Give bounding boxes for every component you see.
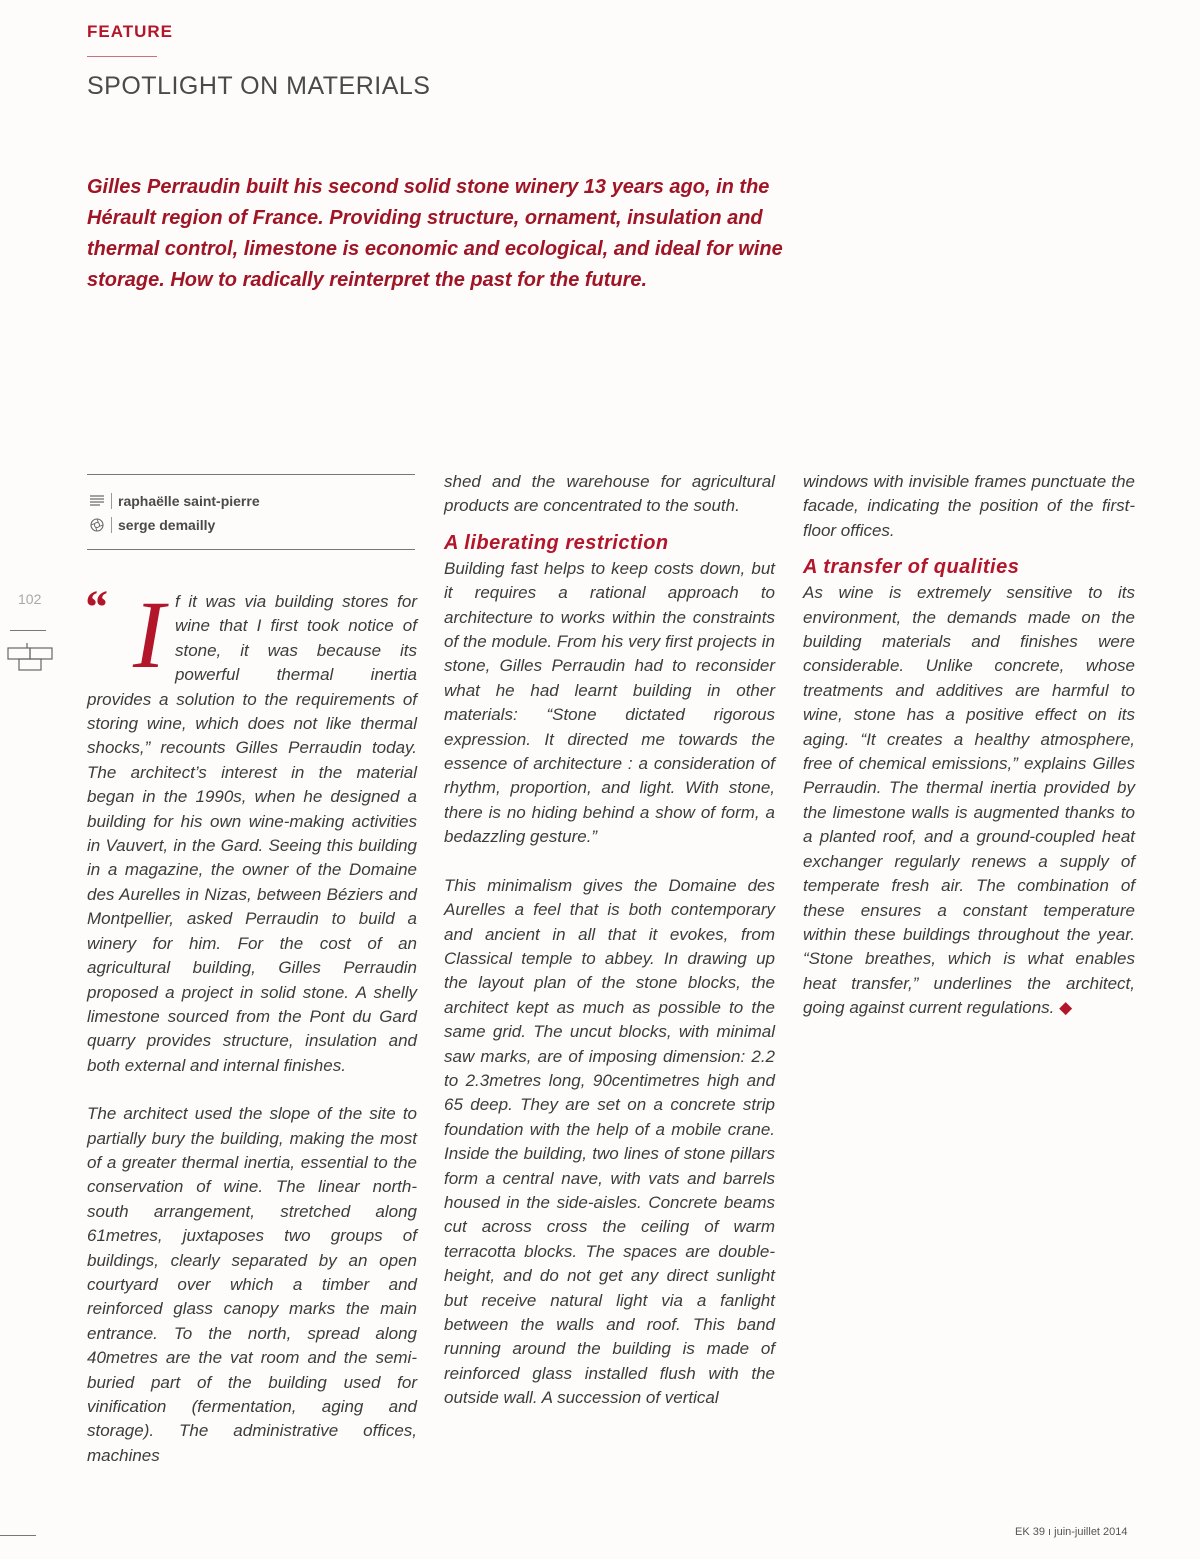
camera-aperture-icon <box>87 517 112 533</box>
credit-writer <box>87 489 415 513</box>
section-kicker: FEATURE <box>87 22 174 41</box>
paragraph: f it was via building stores for wine that I first took notice of stone, it was because its powerful thermal inertia provides a solution to the requirements of storing wine, which does not like thermal shocks,” recounts Gilles Perraudin today. The architect’s interest in the material began in the 1990s, when he designed a building for his own wine-making activities in Vauvert, in the Gard. Seeing this building in a magazine, the owner of the Domaine des Aurelles in Nizas, between Béziers and Montpellier, asked Perraudin to build a winery for him. For the cost of an agricultural building, Gilles Perraudin proposed a project in solid stone. A shelly limestone sourced from the Pont du Gard quarry provides structure, insulation and both external and internal finishes. <box>87 592 417 1075</box>
text-lines-icon <box>87 493 112 509</box>
writer-name: raphaëlle saint-pierre <box>118 493 260 509</box>
credits-block <box>87 474 415 550</box>
article-column-1 <box>83 581 417 1468</box>
end-mark-icon: ◆ <box>1059 998 1073 1018</box>
paragraph: windows with invisible frames punctuate the facade, indicating the position of the first-floor offices. <box>803 472 1135 540</box>
article-column-2 <box>444 470 775 1411</box>
kicker-divider <box>87 56 157 57</box>
stacked-blocks-logo-icon <box>7 643 55 684</box>
issue-footer: EK 39 ı juin-juillet 2014 <box>1015 1526 1128 1538</box>
page-title: SPOTLIGHT ON MATERIALS <box>87 72 431 100</box>
dropcap: I <box>133 581 165 688</box>
photographer-name: serge demailly <box>118 517 216 533</box>
subheading: A liberating restriction <box>444 531 669 554</box>
paragraph-text: As wine is extremely sensitive to its environment, the demands made on the building materials and finishes were considerable. Unlike concrete, whose treatments and additives are harmful to wine, stone has a positive effect on its aging. “It creates a healthy atmosphere, free of chemical emissions,” explains Gilles Perraudin. The thermal inertia provided by the limestone walls is augmented thanks to a planted roof, and a ground-coupled heat exchanger regularly renews a supply of temperate fresh air. The combination of these ensures a constant temperature within these buildings throughout the year. “Stone breathes, which is what enables heat transfer,” underlines the architect, going against current regulations. <box>803 583 1135 1018</box>
paragraph: This minimalism gives the Domaine des Aurelles a feel that is both contemporary and ancient in all that it evokes, from Classical temple to abbey. In drawing up the layout plan of the stone blocks, the architect kept as much as possible to the same grid. The uncut blocks, with minimal saw marks, are of imposing dimension: 2.2 to 2.3metres long, 90centimetres high and 65 deep. They are set on a concrete strip foundation with the help of a mobile crane. Inside the building, two lines of stone pillars form a central nave, with vats and barrels housed in the side-aisles. Concrete beams cut across cross the ceiling of warm terracotta blocks. The spaces are double-height, and do not get any direct sunlight but receive natural light via a fanlight between the walls and roof. This band running around the building is made of reinforced glass installed flush with the outside wall. A succession of vertical <box>444 875 775 1408</box>
footer-rule <box>0 1535 36 1536</box>
opening-quote-mark: “ <box>83 581 107 634</box>
page-number: 102 <box>18 591 42 607</box>
page-number-rule <box>10 630 46 631</box>
standfirst: Gilles Perraudin built his second solid stone winery 13 years ago, in the Hérault region of France. Providing structure, ornament, insulation and thermal control, limestone is economic and ecological, and ideal for wine storage. How to radically reinterpret the past for the future. <box>87 176 783 291</box>
opening-paragraph <box>83 581 417 1078</box>
credit-photographer <box>87 513 415 537</box>
paragraph: shed and the warehouse for agricultural products are concentrated to the south. <box>444 472 775 516</box>
article-column-3 <box>803 470 1135 1021</box>
paragraph <box>803 581 1135 1020</box>
subheading: A transfer of qualities <box>803 556 1020 579</box>
paragraph: The architect used the slope of the site to partially bury the building, making the most of a greater thermal inertia, essential to the conservation of wine. The linear north-south arrangement, stretched along 61metres, juxtaposes two groups of buildings, clearly separated by an open courtyard over which a timber and reinforced glass canopy marks the main entrance. To the north, spread along 40metres are the vat room and the semi-buried part of the building used for vinification (fermentation, aging and storage). The administrative offices, machines <box>87 1104 417 1465</box>
paragraph: Building fast helps to keep costs down, but it requires a rational approach to architecture to works within the constraints of the module. From his very first projects in stone, Gilles Perraudin had to reconsider what he had learnt building in other materials: “Stone dictated rigorous expression. It directed me towards the essence of architecture : a consideration of rhythm, proportion, and light. With stone, there is no hiding behind a show of form, a bedazzling gesture.” <box>444 558 775 847</box>
